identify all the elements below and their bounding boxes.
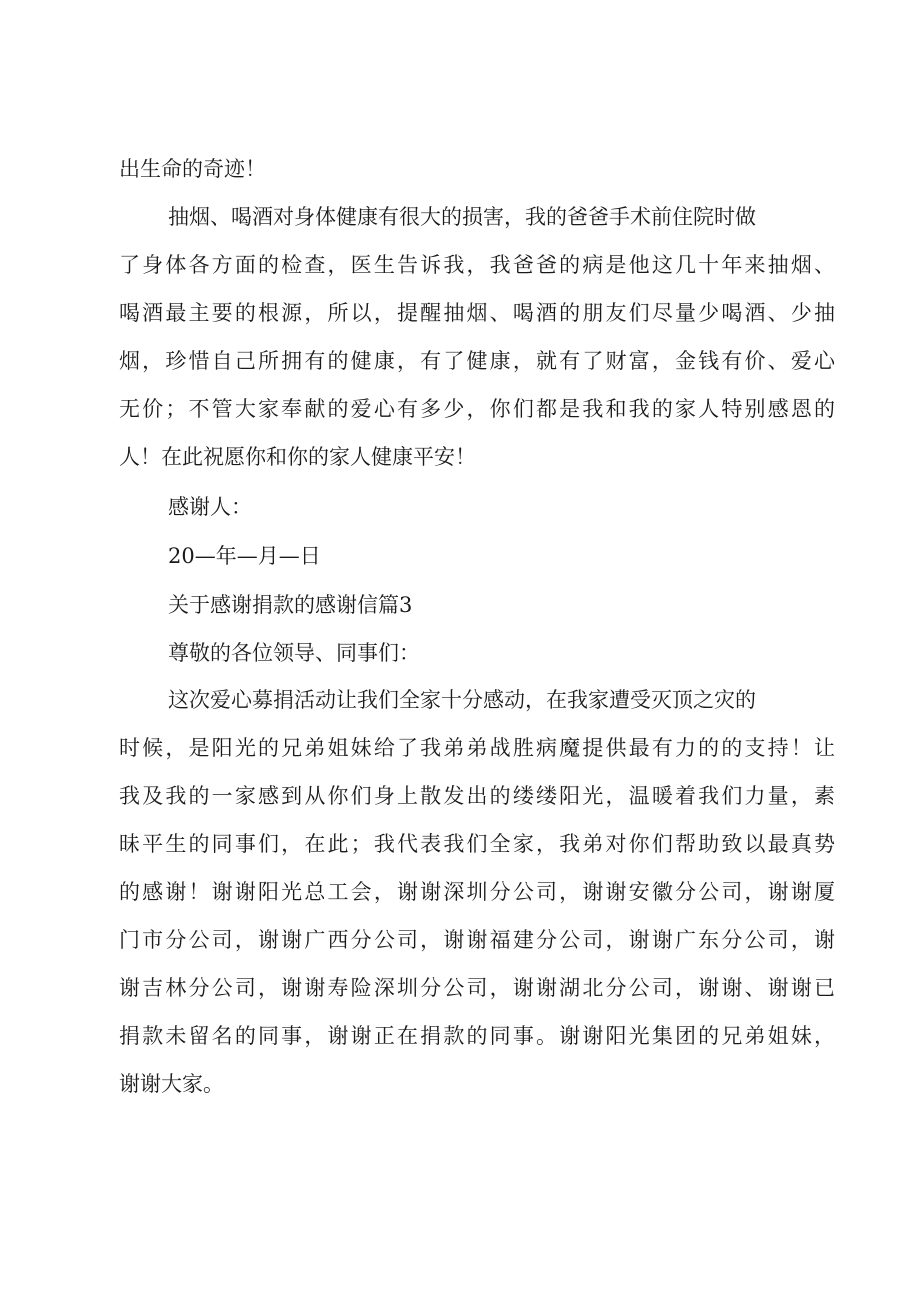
date-line: 20—年—月—日 [168, 544, 321, 568]
paragraph-first-line: 这次爱心募捐活动让我们全家十分感动，在我家遭受灭顶之灾的 [168, 688, 756, 712]
text-line: 昧平生的同事们，在此；我代表我们全家，我弟对你们帮助致以最真势 [119, 832, 835, 856]
text-line: 时候，是阳光的兄弟姐妹给了我弟弟战胜病魔提供最有力的的支持！让 [119, 736, 835, 760]
text-line: 无价；不管大家奉献的爱心有多少，你们都是我和我的家人特别感恩的 [119, 397, 835, 421]
text-line: 我及我的一家感到从你们身上散发出的缕缕阳光，温暖着我们力量，素 [119, 784, 835, 808]
text-line: 门市分公司，谢谢广西分公司，谢谢福建分公司，谢谢广东分公司，谢 [119, 928, 835, 952]
text-line: 喝酒最主要的根源，所以，提醒抽烟、喝酒的朋友们尽量少喝酒、少抽 [119, 301, 835, 325]
signature-label: 感谢人： [168, 495, 252, 519]
text-line: 谢谢大家。 [119, 1072, 224, 1096]
paragraph-first-line: 抽烟、喝酒对身体健康有很大的损害，我的爸爸手术前住院时做 [168, 205, 756, 229]
text-line: 人！在此祝愿你和你的家人健康平安！ [119, 445, 476, 469]
text-line: 谢吉林分公司，谢谢寿险深圳分公司，谢谢湖北分公司，谢谢、谢谢已 [119, 976, 835, 1000]
text-line: 出生命的奇迹！ [119, 157, 266, 181]
section-heading: 关于感谢捐款的感谢信篇3 [168, 593, 413, 617]
text-line: 烟，珍惜自己所拥有的健康，有了健康，就有了财富，金钱有价、爱心 [119, 349, 835, 373]
salutation: 尊敬的各位领导、同事们： [168, 641, 420, 665]
text-line: 捐款未留名的同事，谢谢正在捐款的同事。谢谢阳光集团的兄弟姐妹， [119, 1024, 835, 1048]
text-line: 的感谢！谢谢阳光总工会，谢谢深圳分公司，谢谢安徽分公司，谢谢厦 [119, 880, 835, 904]
text-line: 了身体各方面的检查，医生告诉我，我爸爸的病是他这几十年来抽烟、 [119, 253, 835, 277]
